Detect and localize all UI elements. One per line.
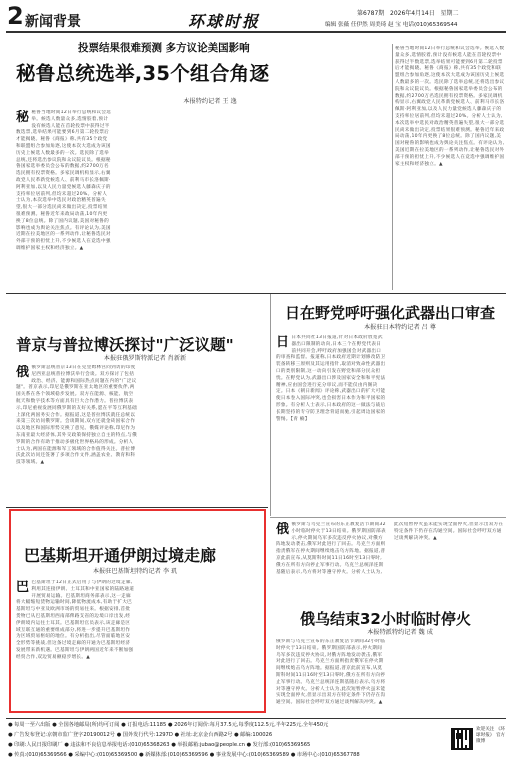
issue-info bbox=[357, 8, 459, 17]
russia-dropcap: 俄 bbox=[276, 522, 290, 537]
russia-body bbox=[276, 639, 504, 713]
japan-headline: 日在野党呼吁强化武器出口审查 bbox=[285, 304, 496, 322]
putin-body-text: 俄罗斯总统普京13日在克里姆林宫同到访的印度尼西亚总统普拉博沃举行会谈。双方探讨了包括政治、经济、能源和国际热点问题在内的"广泛议题"。普京表示,印尼是俄罗斯在亚太地区的重要伙伴,两国关系在各个领域稳步发展。双方在能源、核能、航空航天和数字技术等方面具有巨大合作潜力。普拉博沃表示,印尼重视发展同俄罗斯的友好关系,愿在平等互利基础上深化两国务实合作。据报道,这是普拉博沃就任总统以来第三次访问俄罗斯。会谈期间,双方还就金砖国家合作以及地区和国际形势交换了意见。俄媒评论称,印尼作为东南亚最大经济体,其外交政策保持独立自主的特点,与俄罗斯的合作有助于推动多极化世界格局的形成。分析人士认为,两国在能源和军工领域的合作值得关注。普拉博沃此次访问还签署了多项合作文件,涵盖农业、教育和科技等领域。▲ bbox=[16, 365, 137, 466]
pakistan-dropcap: 巴 bbox=[16, 580, 30, 595]
pakistan-body-text: 巴基斯坦于12日正式启用了与伊朗的过境走廊,利用其连接伊朗、土耳其和中亚国家的陆路通道开展贸易运输。巴基斯坦商务部表示,这一走廊将大幅缩短货物运输时间,降低物流成本,有助于扩大巴基斯坦与中亚及欧洲市场的贸易往来。根据安排,首批货物已从巴基斯坦西南部俾路支省的边境口岸出发,经伊朗境内运往土耳其。巴基斯坦官员表示,该走廊是区域互联互通的重要组成部分,将进一步提升巴基斯坦作为区域贸易枢纽的地位。有分析指出,尽管面临地区安全形势等挑战,但这条过境走廊的开通为巴基斯坦经济发展带来新机遇。巴基斯坦与伊朗两国近年来不断加强经贸合作,双边贸易额稳步增长。▲ bbox=[16, 580, 135, 660]
peru-kicker: 投票结果很难预测 多方议论美国影响 bbox=[78, 42, 250, 54]
putin-headline: 普京与普拉博沃探讨"广泛议题" bbox=[16, 336, 234, 354]
footer-line-1: ● 每周一至六出版 ● 全国各地邮局(所)均可订阅 ● 订报电话:11185 ● 2026年订阅价:每月37.5元,每季度112.5元,半年225元,全年450元 bbox=[8, 722, 329, 728]
peru-dropcap: 秘 bbox=[16, 110, 30, 125]
page-number: 2 bbox=[7, 2, 24, 30]
footer-line-4: ● 传真:(010)65369566 ● 采编中心:(010)65369500 ● 新媒体部:(010)65369596 ● 事业发展中心:(010)65369589 ● 市场中心:(010)65367788 bbox=[8, 752, 360, 758]
russia-byline: 本报特派特约记者 魏 成 bbox=[367, 629, 433, 636]
issue-date: 2026年4月14日 bbox=[390, 10, 435, 17]
russia-lead-text: 俄罗斯与乌克兰宣布的东正教复活节期间32小时临时停火于13日结束。俄罗斯国防部表示,停火期间乌军多次违反停火协议,对俄方阵地发动袭击,俄军对此进行了回击。乌克兰方面则指责俄军在停火期间继续炮击乌方阵地。据报道,普京此前宣布,从莫斯科时间11日16时至13日零时,俄方在所有方向停止军事行动。乌克兰总统泽连斯基随后表示,乌方将对等遵守停火。分析人士认为,此次短暂停火虽未能实现全面停火,但显示出双方在特定条件下仍存在沟通空间。国际社会呼吁双方通过谈判解决冲突。▲ bbox=[276, 522, 504, 575]
peru-body bbox=[16, 110, 318, 290]
putin-dropcap: 俄 bbox=[16, 365, 30, 380]
japan-body bbox=[276, 335, 504, 515]
issue-weekday: 星期二 bbox=[440, 10, 459, 17]
footer-rule bbox=[6, 718, 506, 719]
pakistan-byline: 本报驻巴基斯坦特约记者 李 玑 bbox=[92, 568, 178, 575]
issue-number: 第6787期 bbox=[357, 10, 385, 17]
peru-bottom-rule bbox=[6, 293, 506, 294]
japan-byline: 本报驻日本特约记者 吕 尊 bbox=[364, 324, 436, 331]
peru-body-continued bbox=[395, 46, 505, 286]
russia-top-rule bbox=[270, 517, 506, 518]
russia-lead-body bbox=[276, 522, 504, 582]
qr-caption: 欢迎关注 《环球时报》 官方微博 bbox=[476, 727, 506, 744]
qr-code-icon[interactable] bbox=[451, 728, 473, 750]
putin-body bbox=[16, 365, 268, 505]
peru-byline: 本报特约记者 王 逸 bbox=[183, 98, 237, 105]
section-title: 新闻背景 bbox=[25, 14, 81, 30]
masthead-logo: 环球时报 bbox=[188, 12, 261, 31]
putin-bottom-rule bbox=[6, 507, 268, 508]
putin-byline: 本报驻俄罗斯特派记者 肖新新 bbox=[103, 355, 187, 362]
japan-dropcap: 日 bbox=[276, 335, 290, 350]
peru-body-text-cont: 秘鲁当地时间12日举行总统和议会选举。候选人数量众多,选情胶着,预计没有候选人能在首轮投票中获得过半数选票,选举结果可能要到6月第二轮投票后才能揭晓。秘鲁《商报》称,共有35个政党和联盟组合参加角逐,这使本次大选成为该国历史上候选人数最多的一次。选民除了选举总统,还将选出参议院和众议院议员。根据秘鲁国家选举委员会公布的数据,约2700万名选民拥有投票资格。多家民调机构显示,右翼政党人民革新党候选人、前利马市长洛佩斯·阿利亚加,以及人民力量党候选人藤森庆子的支持率位居前列,但均未超过20%。分析人士认为,本次选举中选民对政治精英普遍失望,很大一部分选民尚未做出决定,投票结果很难预测。秘鲁近年来政局动荡,10年内更换了8位总统。除了国内议题,美国对秘鲁的影响也成为舆论关注焦点。有评论认为,美国近期在拉美地区的一系列动作,让秘鲁选民对外部干预的担忧上升,不少候选人在竞选中强调维护国家主权和经济独立。▲ bbox=[395, 46, 505, 167]
peru-divider-v bbox=[392, 44, 393, 290]
pakistan-body bbox=[16, 580, 262, 708]
footer-line-3: ● 印刷:人民日报印刷厂 ● 违法和不良信息举报电话:(010)65368263 ● 举报邮箱:jubao@people.cn ● 发行部:(010)65369565 bbox=[8, 742, 311, 748]
footer-line-2: ● 广告发布登记:京朝市监广登字20190012号 ● 国外发行代号:1297D ● 社址:北京金台西路2号 ● 邮编:100026 bbox=[8, 732, 273, 738]
header-rule bbox=[6, 31, 506, 33]
japan-frame-left bbox=[270, 294, 271, 516]
pakistan-headline: 巴基斯坦开通伊朗过境走廊 bbox=[24, 546, 217, 565]
editors-line: 编辑 张薇 任伊然 周美琦 赵 宝 电话(010)65369544 bbox=[325, 22, 458, 28]
russia-headline: 俄乌结束32小时临时停火 bbox=[300, 610, 471, 628]
japan-body-text: 日本共同社13日报道,针对日本政府放宽武器出口限制的动向,日本三个在野党代表日前共同开会,呼吁政府加强国会对武器出口的审查和监督。报道称,日本政府近期计划修改防卫装备转移三原则及其运用指针,取消对致命性武器出口的类别限制,这一动向引发在野党和部分民众担忧。在野党认为,武器出口涉及国家安全和和平宪法精神,应由国会进行充分审议,而不能仅由内阁决定。日本《朝日新闻》评论称,武器出口的扩大可能使日本卷入国际冲突,也会损害日本作为和平国家的形象。有分析人士表示,日本政府的这一做法与战后长期坚持的专守防卫理念背道而驰,引起周边国家的警惕。【青 楠】 bbox=[276, 335, 386, 422]
peru-body-text: 秘鲁当地时间12日举行总统和议会选举。候选人数量众多,选情胶着,预计没有候选人能在首轮投票中获得过半数选票,选举结果可能要到6月第二轮投票后才能揭晓。秘鲁《商报》称,共有35个政党和联盟组合参加角逐,这使本次大选成为该国历史上候选人数最多的一次。选民除了选举总统,还将选出参议院和众议院议员。根据秘鲁国家选举委员会公布的数据,约2700万名选民拥有投票资格。多家民调机构显示,右翼政党人民革新党候选人、前利马市长洛佩斯·阿利亚加,以及人民力量党候选人藤森庆子的支持率位居前列,但均未超过20%。分析人士认为,本次选举中选民对政治精英普遍失望,很大一部分选民尚未做出决定,投票结果很难预测。秘鲁近年来政局动荡,10年内更换了8位总统。除了国内议题,美国对秘鲁的影响也成为舆论关注焦点。有评论认为,美国近期在拉美地区的一系列动作,让秘鲁选民对外部干预的担忧上升,不少候选人在竞选中强调维护国家主权和经济独立。▲ bbox=[16, 110, 112, 251]
peru-headline: 秘鲁总统选举,35个组合角逐 bbox=[16, 62, 270, 85]
russia-body-text: 俄罗斯与乌克兰宣布的东正教复活节期间32小时临时停火于13日结束。俄罗斯国防部表示,停火期间乌军多次违反停火协议,对俄方阵地发动袭击,俄军对此进行了回击。乌克兰方面则指责俄军在停火期间继续炮击乌方阵地。据报道,普京此前宣布,从莫斯科时间11日16时至13日零时,俄方在所有方向停止军事行动。乌克兰总统泽连斯基随后表示,乌方将对等遵守停火。分析人士认为,此次短暂停火虽未能实现全面停火,但显示出双方在特定条件下仍存在沟通空间。国际社会呼吁双方通过谈判解决冲突。▲ bbox=[276, 639, 386, 706]
